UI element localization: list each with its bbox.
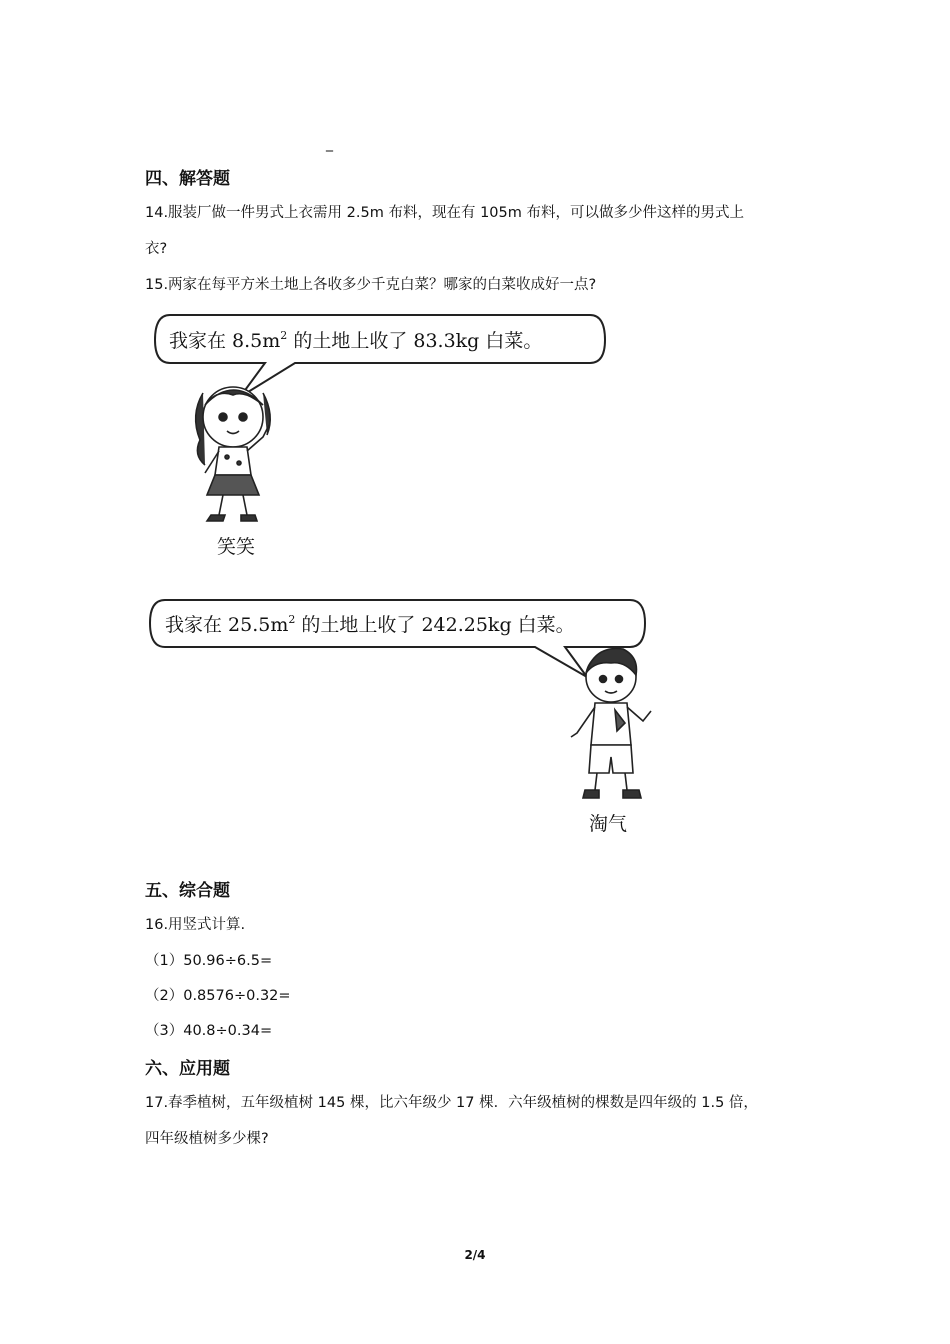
question-14-line-2: 衣? xyxy=(145,241,168,257)
cabbage-illustration xyxy=(145,305,665,845)
question-16-item-2: （2）0.8576÷0.32= xyxy=(145,988,291,1004)
speech-bubble-xiaoxiao xyxy=(155,315,605,397)
name-xiaoxiao: 笑笑 xyxy=(217,536,256,558)
question-16: 16.用竖式计算. xyxy=(145,917,246,933)
question-15: 15.两家在每平方米土地上各收多少千克白菜？哪家的白菜收成好一点? xyxy=(145,277,597,293)
svg-text:我家在 8.5m2 的土地上收了 83.3kg 白菜。 xyxy=(169,329,542,352)
svg-text:我家在 25.5m2 的土地上收了 242.25kg 白菜。 xyxy=(165,613,575,636)
question-16-item-3: （3）40.8÷0.34= xyxy=(145,1023,273,1039)
question-14-line-1: 14.服装厂做一件男式上衣需用 2.5m 布料，现在有 105m 布料，可以做多少件这样的男式上 xyxy=(145,205,744,221)
top-mark: _ xyxy=(326,136,333,152)
bubble-1-text-end: 的土地上收了 83.3kg 白菜。 xyxy=(287,330,543,352)
bubble-2-text-start: 我家在 25.5m xyxy=(165,614,289,636)
bubble-2-text-end: 的土地上收了 242.25kg 白菜。 xyxy=(295,614,575,636)
speech-bubble-taoqi xyxy=(150,600,645,677)
question-17-line-2: 四年级植树多少棵? xyxy=(145,1131,269,1147)
girl-figure xyxy=(196,387,271,521)
question-17-line-1: 17.春季植树，五年级植树 145 棵，比六年级少 17 棵．六年级植树的棵数是四年级的 1.5 倍， xyxy=(145,1095,758,1111)
name-taoqi: 淘气 xyxy=(589,813,628,835)
section-6-heading: 六、应用题 xyxy=(145,1059,230,1079)
bubble-1-text-start: 我家在 8.5m xyxy=(169,330,281,352)
section-5-heading: 五、综合题 xyxy=(145,881,230,901)
bubble-1-superscript: 2 xyxy=(280,329,288,342)
page-number: 2/4 xyxy=(464,1248,486,1262)
section-4-heading: 四、解答题 xyxy=(145,169,230,189)
bubble-2-superscript: 2 xyxy=(288,613,296,626)
question-16-item-1: （1）50.96÷6.5= xyxy=(145,953,273,969)
